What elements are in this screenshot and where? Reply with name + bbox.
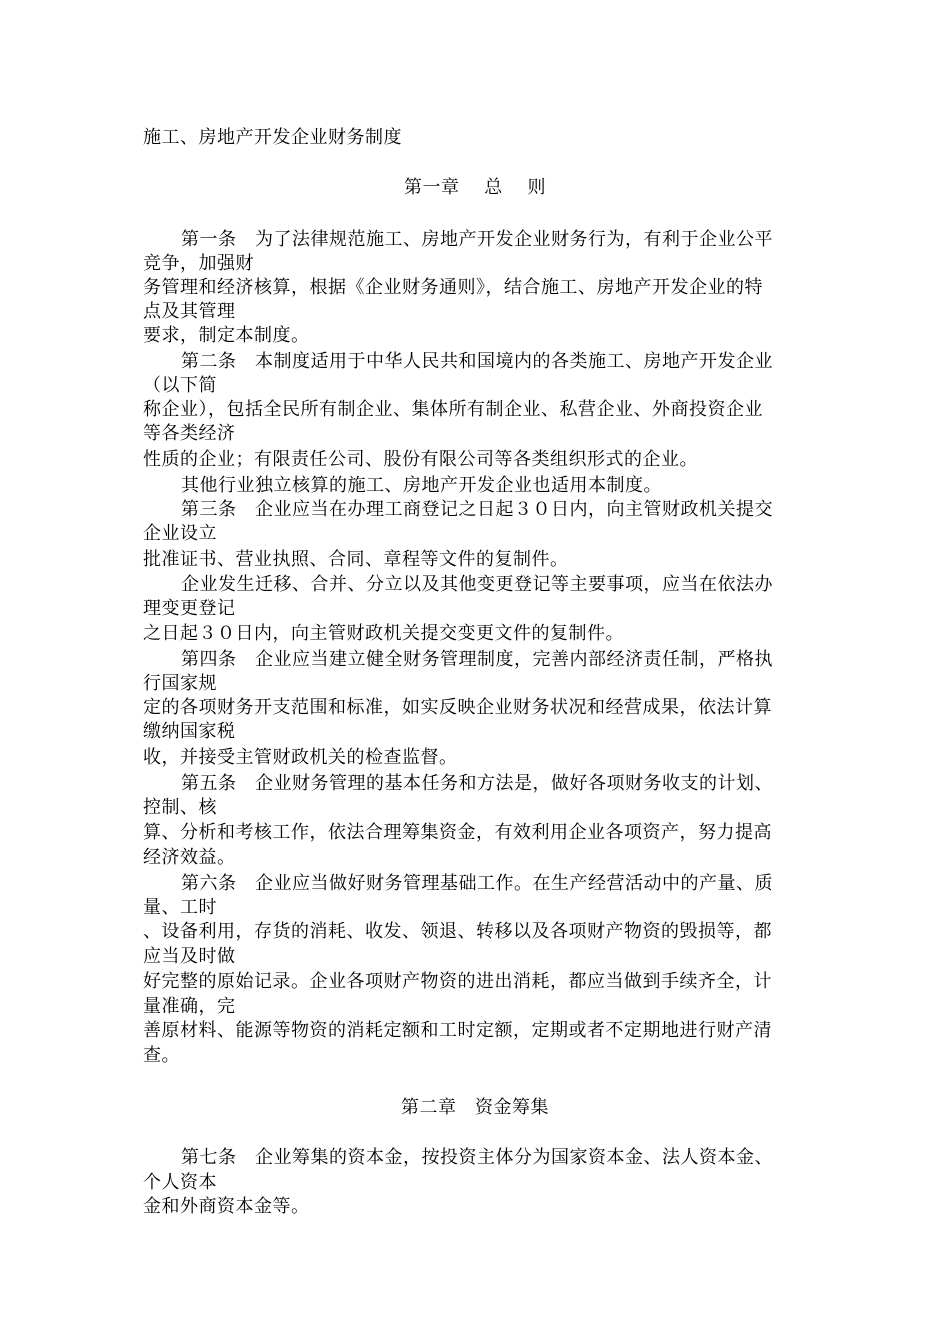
paragraph-line: 其他行业独立核算的施工、房地产开发企业也适用本制度。 xyxy=(181,475,662,496)
paragraph-line: 理变更登记 xyxy=(143,598,236,619)
paragraph-line: 善原材料、能源等物资的消耗定额和工时定额，定期或者不定期地进行财产清 xyxy=(143,1020,772,1041)
paragraph-line: 量准确，完 xyxy=(143,996,236,1017)
paragraph-line: 量、工时 xyxy=(143,897,217,918)
paragraph-line: 收，并接受主管财政机关的检查监督。 xyxy=(143,747,458,768)
paragraph-line: 缴纳国家税 xyxy=(143,721,236,742)
paragraph-line: 控制、核 xyxy=(143,797,217,818)
paragraph-line: 好完整的原始记录。企业各项财产物资的进出消耗，都应当做到手续齐全，计 xyxy=(143,971,772,992)
chapter-heading-2: 第二章 资金筹集 xyxy=(401,1097,549,1118)
paragraph-line: 称企业），包括全民所有制企业、集体所有制企业、私营企业、外商投资企业 xyxy=(143,399,763,420)
paragraph-line: 第四条 企业应当建立健全财务管理制度，完善内部经济责任制，严格执 xyxy=(181,649,773,670)
paragraph-line: 点及其管理 xyxy=(143,301,236,322)
paragraph-line: 第三条 企业应当在办理工商登记之日起３０日内，向主管财政机关提交 xyxy=(181,499,773,520)
paragraph-line: 第七条 企业筹集的资本金，按投资主体分为国家资本金、法人资本金、 xyxy=(181,1147,773,1168)
paragraph-line: 性质的企业；有限责任公司、股份有限公司等各类组织形式的企业。 xyxy=(143,449,698,470)
paragraph-line: 金和外商资本金等。 xyxy=(143,1196,310,1217)
paragraph-line: 务管理和经济核算，根据《企业财务通则》，结合施工、房地产开发企业的特 xyxy=(143,277,763,298)
document-title: 施工、房地产开发企业财务制度 xyxy=(143,127,402,148)
paragraph-line: 定的各项财务开支范围和标准，如实反映企业财务状况和经营成果，依法计算 xyxy=(143,697,772,718)
paragraph-line: 个人资本 xyxy=(143,1172,217,1193)
chapter-heading-1: 第一章 总 则 xyxy=(404,177,546,198)
paragraph-line: 企业发生迁移、合并、分立以及其他变更登记等主要事项，应当在依法办 xyxy=(181,574,773,595)
paragraph-line: 第六条 企业应当做好财务管理基础工作。在生产经营活动中的产量、质 xyxy=(181,873,773,894)
paragraph-line: 批准证书、营业执照、合同、章程等文件的复制件。 xyxy=(143,549,569,570)
paragraph-line: 应当及时做 xyxy=(143,946,236,967)
paragraph-line: 第二条 本制度适用于中华人民共和国境内的各类施工、房地产开发企业 xyxy=(181,351,773,372)
paragraph-line: 行国家规 xyxy=(143,673,217,694)
paragraph-line: 经济效益。 xyxy=(143,847,236,868)
paragraph-line: （以下简 xyxy=(143,375,217,396)
paragraph-line: 第一条 为了法律规范施工、房地产开发企业财务行为，有利于企业公平 xyxy=(181,229,773,250)
paragraph-line: 要求，制定本制度。 xyxy=(143,325,310,346)
paragraph-line: 等各类经济 xyxy=(143,423,236,444)
paragraph-line: 竞争，加强财 xyxy=(143,253,254,274)
paragraph-line: 算、分析和考核工作，依法合理筹集资金，有效利用企业各项资产，努力提高 xyxy=(143,822,772,843)
paragraph-line: 之日起３０日内，向主管财政机关提交变更文件的复制件。 xyxy=(143,623,624,644)
paragraph-line: 、设备利用，存货的消耗、收发、领退、转移以及各项财产物资的毁损等，都 xyxy=(143,921,772,942)
paragraph-line: 查。 xyxy=(143,1045,180,1066)
paragraph-line: 第五条 企业财务管理的基本任务和方法是，做好各项财务收支的计划、 xyxy=(181,773,773,794)
paragraph-line: 企业设立 xyxy=(143,523,217,544)
